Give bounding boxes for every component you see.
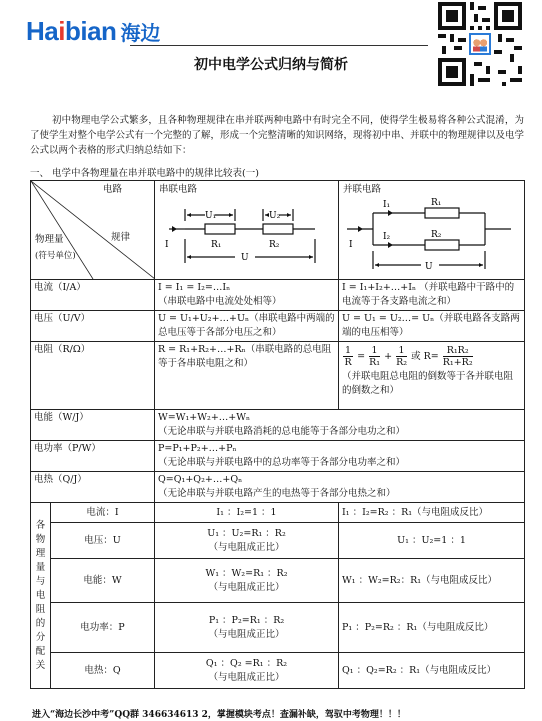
table-row: [31, 280, 525, 311]
parallel-resistance-formula: $\frac{1}{R}$ = $\frac{1}{\text{R₁}}$ + $\frac{1}{\text{R₂}}$ 或 R= $\frac{\text{R₁R₂}}{\text{R₁+R₂}}$: [344, 345, 473, 368]
parallel-r2-label: R₂: [431, 230, 442, 240]
table-row: [31, 503, 525, 523]
table-row: [31, 472, 525, 503]
corner-cell: [31, 181, 155, 280]
table-row: [31, 603, 525, 653]
series-i-label: I: [165, 240, 169, 250]
logo-latin: Haibian: [26, 15, 117, 46]
series-circuit-diagram: [155, 181, 339, 279]
series-u1-label: U₁: [205, 211, 217, 221]
row-name-heat: 电热（Q/J）: [31, 472, 155, 503]
parallel-resistance-cell: $\frac{1}{R}$ = $\frac{1}{\text{R₁}}$ + $\frac{1}{\text{R₂}}$ 或 R= $\frac{\text{R₁R₂}}{\text{R₁+R₂}}$ （并联电阻总电阻的倒数等于各并联电阻的倒数之和）: [339, 342, 525, 410]
dist-series-cell: W₁ ：W₂=R₁ ：R₂ （与电阻成正比）: [155, 559, 339, 603]
dist-row-name: 电热：Q: [51, 653, 155, 689]
table-row: [31, 441, 525, 472]
parallel-r1-label: R₁: [431, 198, 442, 208]
page-title: 初中电学公式归纳与简析: [194, 57, 348, 73]
parallel-circuit-cell: [339, 181, 525, 280]
table-row: [31, 523, 525, 559]
dist-series-cell: Q₁ ：Q₂ =R₁ ：R₂ （与电阻成正比）: [155, 653, 339, 689]
series-title: 串联电路: [159, 184, 198, 195]
table-row: [31, 559, 525, 603]
dist-series-cell: P₁ ：P₂=R₁ ：R₂ （与电阻成正比）: [155, 603, 339, 653]
dist-series-cell: I₁ ：I₂=1 ：1: [155, 503, 339, 523]
parallel-u-label: U: [425, 262, 433, 272]
series-u-label: U: [241, 253, 249, 263]
row-name-power: 电功率（P/W）: [31, 441, 155, 472]
corner-quantity-label: 物理量: [35, 234, 64, 245]
row-name-energy: 电能（W/J）: [31, 410, 155, 441]
parallel-title: 并联电路: [343, 184, 382, 195]
dist-row-name: 电能：W: [51, 559, 155, 603]
table-row: [31, 311, 525, 342]
dist-row-name: 电流：I: [51, 503, 155, 523]
heat-cell: Q=Q₁+Q₂+…+Qₙ （无论串联与并联电路产生的电热等于各部分电热之和）: [155, 472, 525, 503]
row-name-resistance: 电阻（R/Ω）: [31, 342, 155, 410]
intro-paragraph: 初中物理电学公式繁多，且各种物理规律在串并联两种电路中有时完全不同，使得学生极易将各种公式混淆，为了使学生对整个电学公式有一个完整的了解，形成一个完整清晰的知识网络，现将初中串、并联中的物理规律以及电学公式以两个表格的形式归纳总结如下：: [30, 115, 525, 156]
series-resistance-cell: R = R₁+R₂+…+Rₙ（串联电路的总电阻等于各串联电阻之和）: [155, 342, 339, 410]
comparison-table: [30, 180, 525, 689]
table-row: [31, 342, 525, 410]
dist-parallel-cell: P₁ ：P₂=R₂ ：R₁（与电阻成反比）: [339, 603, 525, 653]
energy-cell: W=W₁+W₂+…+Wₙ （无论串联与并联电路消耗的总电能等于各部分电功之和）: [155, 410, 525, 441]
table-header-row: [31, 181, 525, 280]
parallel-current-cell: I = I₁+I₂+…+Iₙ （并联电路中干路中的电流等于各支路电流之和）: [339, 280, 525, 311]
series-r1-label: R₁: [211, 240, 222, 250]
distribution-label: 各物理量与电阻的分配关: [31, 503, 51, 689]
series-current-cell: I = I₁ = I₂=…Iₙ （串联电路中电流处处相等）: [155, 280, 339, 311]
row-name-voltage: 电压（U/V）: [31, 311, 155, 342]
section-heading: 一、 电学中各物理量在串并联电路中的规律比较表(一): [30, 168, 259, 179]
haibian-logo: [26, 15, 161, 46]
dist-row-name: 电压：U: [51, 523, 155, 559]
row-name-current: 电流（I/A）: [31, 280, 155, 311]
table-row: [31, 653, 525, 689]
table-row: [31, 410, 525, 441]
corner-unit-label: (符号单位): [35, 251, 76, 261]
dist-series-cell: U₁ ：U₂=R₁ ：R₂ （与电阻成正比）: [155, 523, 339, 559]
parallel-i1-label: I₁: [383, 200, 391, 210]
corner-rule-label: 规律: [111, 232, 131, 243]
series-u2-label: U₂: [269, 211, 281, 221]
corner-circuit-label: 电路: [103, 184, 123, 195]
dist-parallel-cell: Q₁ ：Q₂=R₂ ：R₁（与电阻成反比）: [339, 653, 525, 689]
dist-parallel-cell: I₁ ：I₂=R₂ ：R₁（与电阻成反比）: [339, 503, 525, 523]
footer-note: 进入“海边长沙中考”QQ群 346634613 2，掌握模块考点！查漏补缺，驾驭中考物理！！！: [32, 710, 406, 720]
dist-row-name: 电功率：P: [51, 603, 155, 653]
dist-parallel-cell: U₁ ：U₂=1 ：1: [339, 523, 525, 559]
series-r2-label: R₂: [269, 240, 280, 250]
power-cell: P=P₁+P₂+…+Pₙ （无论串联与并联电路中的总功率等于各部分电功率之和）: [155, 441, 525, 472]
parallel-i2-label: I₂: [383, 232, 391, 242]
header-rule: [130, 45, 428, 46]
parallel-circuit-diagram: [339, 181, 525, 279]
dist-parallel-cell: W₁ ：W₂=R₂：R₁（与电阻成反比）: [339, 559, 525, 603]
parallel-voltage-cell: U = U₁ = U₂…= Uₙ（并联电路各支路两端的电压相等）: [339, 311, 525, 342]
corner-diagonal: [31, 181, 155, 279]
logo-cn: 海边: [120, 20, 161, 45]
series-voltage-cell: U = U₁+U₂+…+Uₙ（串联电路中两端的总电压等于各部分电压之和）: [155, 311, 339, 342]
parallel-i-label: I: [349, 240, 353, 250]
series-circuit-cell: [155, 181, 339, 280]
